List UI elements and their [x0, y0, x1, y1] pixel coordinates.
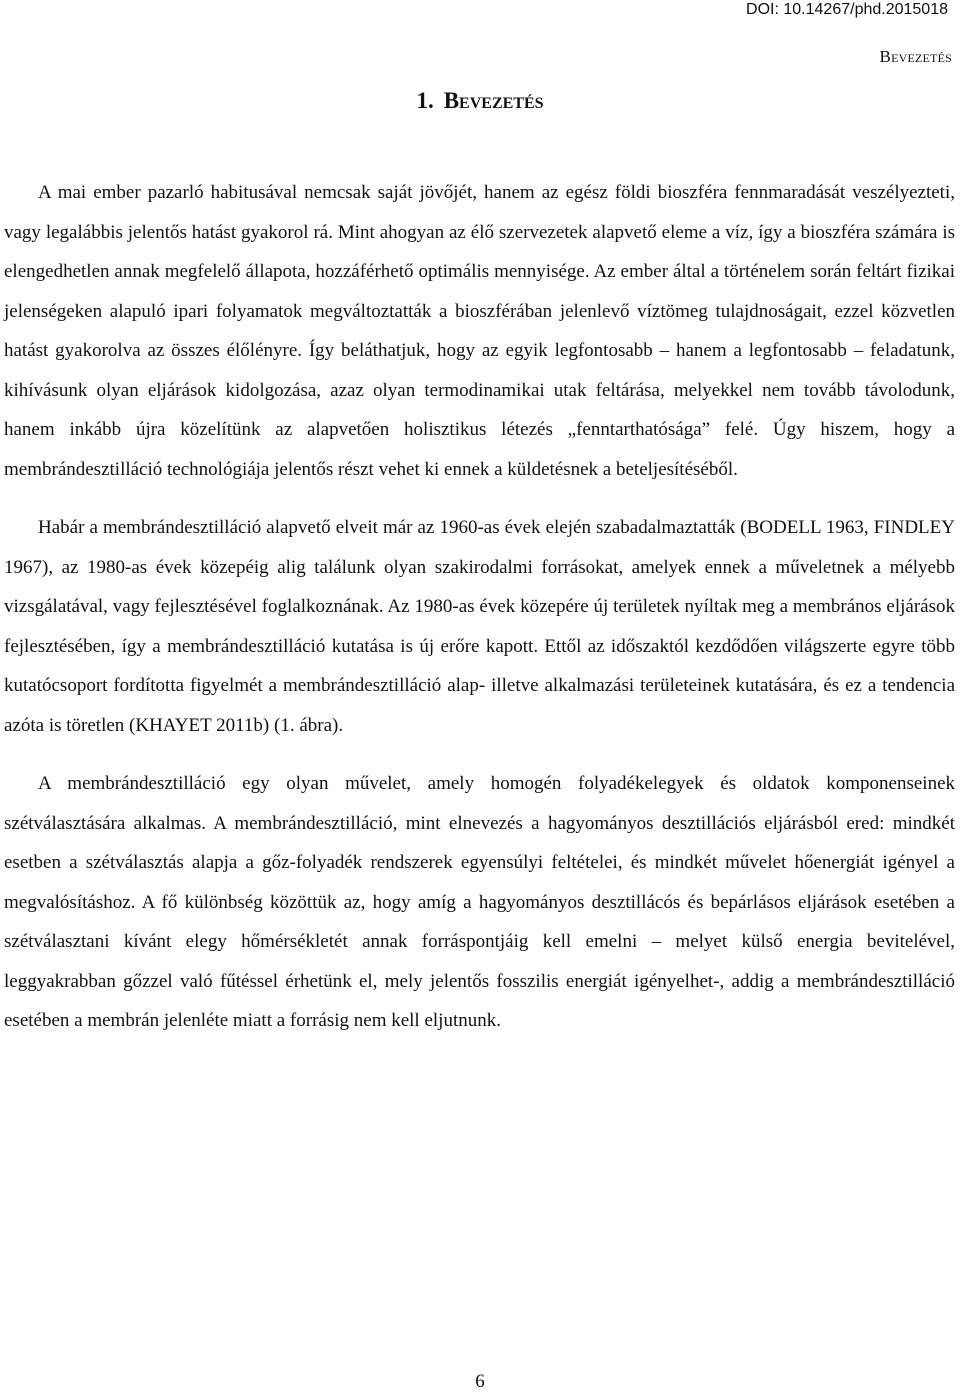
page-number: 6: [475, 1371, 485, 1392]
chapter-title-text: Bevezetés: [443, 88, 544, 113]
paragraph-3: A membrándesztilláció egy olyan művelet, amely homogén folyadékelegyek és oldatok komponenseinek szétválasztására alkalmas. A membrándesztilláció, mint elnevezés a hagyományos desztillációs eljárásból ered: mindkét esetben a szétválasztás alapja a gőz-folyadék rendszerek egyensúlyi feltételei, és mindkét művelet hőenergiát igényel a megvalósításhoz. A fő különbség közöttük az, hogy amíg a hagyományos desztillácós és bepárlásos eljárások esetében a szétválasztani kívánt elegy hőmérsékletét annak forráspontjáig kell emelni – melyet külső energia bevitelével, leggyakrabban gőzzel való fűtéssel érhetünk el, mely jelentős fosszilis energiát igényelhet-, addig a membrándesztilláció esetében a membrán jelenléte miatt a forrásig nem kell eljutnunk.: [4, 773, 955, 1031]
running-header: Bevezetés: [879, 47, 952, 66]
paragraph-1: A mai ember pazarló habitusával nemcsak saját jövőjét, hanem az egész földi bioszféra fennmaradását veszélyezteti, vagy legalábbis jelentős hatást gyakorol rá. Mint ahogyan az élő szervezetek alapvető eleme a víz, így a bioszféra számára is elengedhetlen annak megfelelő állapota, hozzáférhető optimális mennyisége. Az ember által a történelem során feltárt fizikai jelenségeken alapuló ipari folyamatok megváltoztatták a bioszférában jelenlevő víztömeg tulajdnoságait, ezzel közvetlen hatást gyakorolva az összes élőlényre. Így beláthatjuk, hogy az egyik legfontosabb – hanem a legfontosabb – feladatunk, kihívásunk olyan eljárások kidolgozása, azaz olyan termodinamikai utak feltárása, melyekkel nem tovább távolodunk, hanem inkább újra közelítünk az alapvetően holisztikus létezés „fenntarthatósága” felé. Úgy hiszem, hogy a membrándesztilláció technológiája jelentős részt vehet ki ennek a küldetésnek a beteljesítéséből.: [4, 182, 955, 480]
chapter-title: [0, 86, 960, 116]
doi-header: DOI: 10.14267/phd.2015018: [746, 1, 948, 18]
body-text: [4, 173, 955, 1041]
paragraph-2: Habár a membrándesztilláció alapvető elveit már az 1960-as évek elején szabadalmaztatták (BODELL 1963, FINDLEY 1967), az 1980-as évek közepéig alig találunk olyan szakirodalmi forrásokat, amelyek ennek a műveletnek a mélyebb vizsgálatával, vagy fejlesztésével foglalkoznának. Az 1980-as évek közepére új területek nyíltak meg a membrános eljárások fejlesztésében, így a membrándesztilláció kutatása is új erőre kapott. Ettől az időszaktól kezdődően világszerte egyre több kutatócsoport fordította figyelmét a membrándesztilláció alap- illetve alkalmazási területeinek kutatására, és ez a tendencia azóta is töretlen (KHAYET 2011b) (1. ábra).: [4, 517, 955, 736]
chapter-number: 1.: [416, 88, 434, 113]
